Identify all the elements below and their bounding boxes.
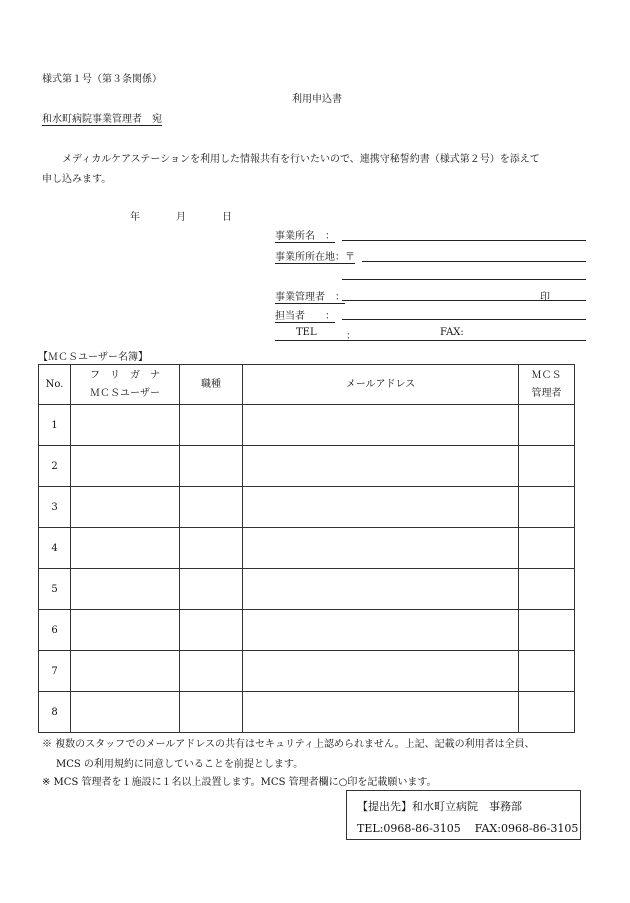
- date-month: 月: [176, 212, 186, 223]
- seal-mark: 印: [540, 292, 550, 303]
- job-cell[interactable]: [180, 569, 243, 610]
- table-row: [39, 487, 575, 528]
- name-cell[interactable]: [71, 569, 180, 610]
- admin-cell[interactable]: [519, 405, 575, 446]
- name-cell[interactable]: [71, 487, 180, 528]
- form-title: 利用申込書: [292, 94, 342, 105]
- note-2: ※ MCS 管理者を１施設に１名以上設置します。MCS 管理者欄に○印を記載願います。: [42, 777, 437, 788]
- tel-colon: ：: [346, 331, 356, 342]
- header-job: 職種: [180, 365, 243, 405]
- header-user: ＭＣＳユーザー: [90, 387, 160, 399]
- job-cell[interactable]: [180, 692, 243, 733]
- admin-cell[interactable]: [519, 487, 575, 528]
- header-furigana: フ リ ガ ナ: [90, 369, 160, 381]
- row-number: 8: [39, 692, 71, 733]
- email-cell[interactable]: [243, 528, 519, 569]
- table-caption: 【ＭＣＳユーザー名簿】: [38, 352, 148, 363]
- fax-label: FAX:: [440, 327, 464, 338]
- form-number: 様式第１号（第３条関係）: [42, 74, 162, 85]
- submission-fax: FAX:0968-86-3105: [474, 822, 579, 835]
- job-cell[interactable]: [180, 487, 243, 528]
- header-mcs: ＭＣＳ: [531, 369, 562, 381]
- contact-field[interactable]: [342, 319, 586, 320]
- name-cell[interactable]: [71, 446, 180, 487]
- job-cell[interactable]: [180, 651, 243, 692]
- submission-label: 【提出先】和水町立病院 事務部: [357, 800, 522, 813]
- email-cell[interactable]: [243, 446, 519, 487]
- row-number: 4: [39, 528, 71, 569]
- manager-label: 事業管理者 ：: [275, 288, 345, 304]
- name-cell[interactable]: [71, 692, 180, 733]
- note-1-line-2: MCS の利用規約に同意していることを前提とします。: [56, 759, 304, 770]
- table-row: [39, 610, 575, 651]
- tel-fax-line[interactable]: [275, 340, 586, 341]
- office-name-label: 事業所名 ：: [275, 227, 335, 243]
- admin-cell[interactable]: [519, 569, 575, 610]
- date-day: 日: [222, 212, 232, 223]
- name-cell[interactable]: [71, 405, 180, 446]
- date-year: 年: [130, 212, 140, 223]
- note-1-line-1: ※ 複数のスタッフでのメールアドレスの共有はセキュリティ上認められません。上記、記載の利用者は全員、: [42, 739, 535, 750]
- submission-contact: [357, 818, 580, 840]
- office-address-label: 事業所所在地：〒: [275, 248, 355, 264]
- submission-tel: TEL:0968-86-3105: [357, 822, 461, 835]
- name-cell[interactable]: [71, 528, 180, 569]
- job-cell[interactable]: [180, 528, 243, 569]
- header-admin-label: 管理者: [531, 387, 562, 399]
- email-cell[interactable]: [243, 692, 519, 733]
- row-number: 3: [39, 487, 71, 528]
- office-name-field[interactable]: [342, 240, 586, 241]
- tel-label: TEL: [296, 327, 317, 338]
- table-row: [39, 405, 575, 446]
- contact-label: 担当者 ：: [275, 307, 335, 323]
- table-row: [39, 528, 575, 569]
- row-number: 5: [39, 569, 71, 610]
- table-header-row: [39, 365, 575, 405]
- job-cell[interactable]: [180, 405, 243, 446]
- admin-cell[interactable]: [519, 446, 575, 487]
- table-row: [39, 446, 575, 487]
- header-email: メールアドレス: [243, 365, 519, 405]
- email-cell[interactable]: [243, 487, 519, 528]
- office-address-field-2[interactable]: [342, 279, 586, 280]
- submission-box: [346, 790, 581, 840]
- name-cell[interactable]: [71, 651, 180, 692]
- email-cell[interactable]: [243, 405, 519, 446]
- email-cell[interactable]: [243, 610, 519, 651]
- row-number: 6: [39, 610, 71, 651]
- user-register-table: [38, 364, 575, 733]
- row-number: 1: [39, 405, 71, 446]
- intro-line-2: 申し込みます。: [42, 174, 112, 185]
- admin-cell[interactable]: [519, 528, 575, 569]
- admin-cell[interactable]: [519, 610, 575, 651]
- row-number: 2: [39, 446, 71, 487]
- admin-cell[interactable]: [519, 651, 575, 692]
- office-address-field[interactable]: [362, 261, 586, 262]
- admin-cell[interactable]: [519, 692, 575, 733]
- addressee: 和水町病院事業管理者 宛: [42, 110, 162, 126]
- job-cell[interactable]: [180, 446, 243, 487]
- header-no: No.: [39, 365, 71, 405]
- table-row: [39, 651, 575, 692]
- header-name: [71, 365, 180, 405]
- email-cell[interactable]: [243, 569, 519, 610]
- table-row: [39, 569, 575, 610]
- name-cell[interactable]: [71, 610, 180, 651]
- row-number: 7: [39, 651, 71, 692]
- header-admin: [519, 365, 575, 405]
- email-cell[interactable]: [243, 651, 519, 692]
- intro-line-1: メディカルケアステーションを利用した情報共有を行いたいので、連携守秘誓約書（様式第２号）を添えて: [62, 154, 540, 165]
- table-row: [39, 692, 575, 733]
- job-cell[interactable]: [180, 610, 243, 651]
